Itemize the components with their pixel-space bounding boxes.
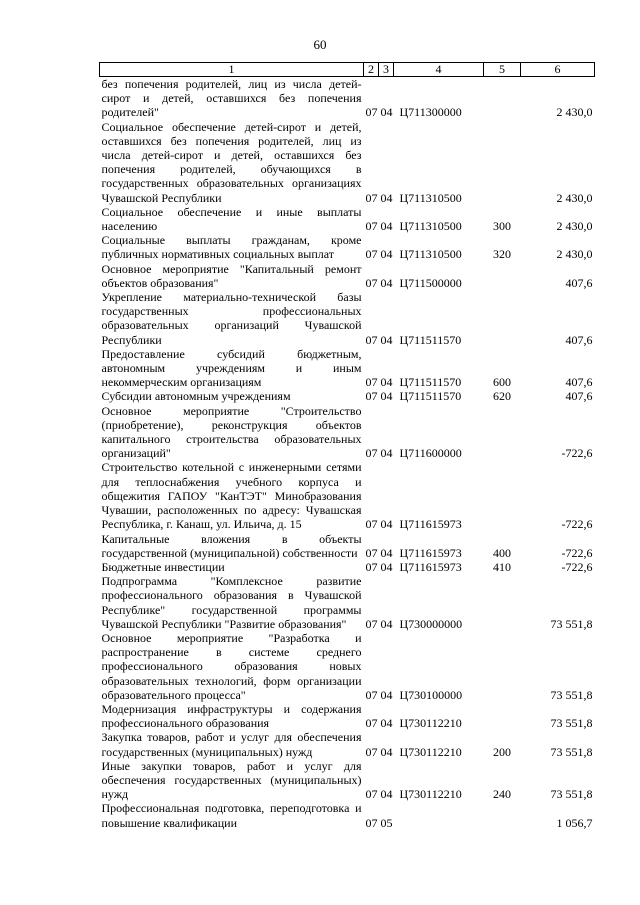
row-expense-type: 400: [493, 545, 511, 560]
row-section: 07: [365, 389, 378, 404]
row-name: Модернизация инфраструктуры и содержания профессионального образования: [101, 701, 362, 731]
row-subsection: 04: [380, 787, 393, 802]
table-row: [100, 730, 595, 758]
table-row: [100, 120, 595, 205]
row-amount: -722,6: [561, 517, 593, 532]
row-target-article: Ц711511570: [399, 375, 462, 390]
row-subsection: 04: [380, 716, 393, 731]
row-subsection: 04: [380, 105, 393, 120]
row-expense-type: [484, 702, 521, 730]
row-section: 07: [365, 815, 378, 830]
row-target-article: Ц711615973: [399, 545, 462, 560]
row-expense-type: [484, 404, 521, 461]
row-name: Социальные выплаты гражданам, кроме публичных нормативных социальных выплат: [101, 233, 362, 262]
row-amount: 73 551,8: [550, 744, 593, 759]
row-expense-type: [484, 262, 521, 290]
row-target-article: [394, 801, 484, 829]
row-name: Предоставление субсидий бюджетным, автономным учреждениям и иным некоммерческим организациям: [101, 346, 362, 390]
row-amount: 407,6: [565, 389, 593, 404]
row-name: Закупка товаров, работ и услуг для обеспечения государственных (муниципальных) нужд: [101, 730, 362, 759]
table-row: [100, 532, 595, 560]
row-section: 07: [365, 247, 378, 262]
row-name: без попечения родителей, лиц из числа детей-сирот и детей, оставшихся без попечения родителей": [101, 77, 362, 120]
table-row: [100, 347, 595, 390]
row-section: 07: [365, 446, 378, 461]
row-expense-type: 300: [493, 219, 511, 234]
row-subsection: 04: [380, 375, 393, 390]
row-subsection: 04: [380, 744, 393, 759]
row-subsection: 04: [380, 332, 393, 347]
row-target-article: Ц711310500: [399, 247, 462, 262]
row-amount: 73 551,8: [550, 716, 593, 731]
row-section: 07: [365, 219, 378, 234]
row-expense-type: 240: [493, 787, 511, 802]
row-subsection: 04: [380, 559, 393, 574]
row-subsection: 05: [380, 815, 393, 830]
row-section: 07: [365, 559, 378, 574]
row-target-article: Ц730112210: [399, 744, 462, 759]
row-target-article: Ц711511570: [399, 389, 462, 404]
row-subsection: 04: [380, 389, 393, 404]
row-name: Социальное обеспечение детей-сирот и детей, оставшихся без попечения родителей, лиц из числа детей-сирот и детей, оставшихся без попечения родителей, обучающихся в государственных образовательных организациях Чувашской Республики: [101, 119, 362, 205]
header-col-2: 2: [364, 63, 379, 77]
table-row: [100, 404, 595, 461]
header-col-6: 6: [521, 63, 595, 77]
table-row: [100, 262, 595, 290]
table-body: [100, 77, 595, 830]
table-row: [100, 702, 595, 730]
row-expense-type: 200: [493, 744, 511, 759]
row-subsection: 04: [380, 219, 393, 234]
table-header-row: [100, 63, 595, 77]
row-expense-type: 600: [493, 375, 511, 390]
row-expense-type: [484, 290, 521, 347]
row-expense-type: 320: [493, 247, 511, 262]
row-amount: -722,6: [561, 446, 593, 461]
row-name: Социальное обеспечение и иные выплаты населению: [101, 204, 362, 234]
page-number: 60: [313, 37, 327, 52]
row-target-article: Ц711500000: [399, 275, 462, 290]
row-target-article: Ц711310500: [399, 219, 462, 234]
row-amount: -722,6: [561, 559, 593, 574]
row-amount: 2 430,0: [556, 105, 593, 120]
row-name: Основное мероприятие "Строительство (приобретение), реконструкция объектов капитального строительства образовательных организаций": [101, 403, 362, 461]
row-name: Строительство котельной с инженерными сетями для теплоснабжения учебного корпуса и общежития ГАПОУ "КанТЭТ" Минобразования Чувашии, расположенных по адресу: Чувашская Республика, г. Канаш, ул. Ильича, д. 15: [101, 460, 362, 532]
row-expense-type: [484, 801, 521, 829]
row-expense-type: [484, 120, 521, 205]
row-section: 07: [365, 716, 378, 731]
row-subsection: 04: [380, 247, 393, 262]
row-name: Укрепление материально-технической базы государственных профессиональных образовательных организаций Чувашской Республики: [101, 290, 362, 347]
row-name: Подпрограмма "Комплексное развитие профессионального образования в Чувашской Республике" государственной программы Чувашской Республики "Развитие образования": [101, 574, 362, 631]
row-section: 07: [365, 375, 378, 390]
row-subsection: 04: [380, 190, 393, 205]
row-subsection: 04: [380, 687, 393, 702]
row-section: 07: [365, 275, 378, 290]
row-amount: -722,6: [561, 545, 593, 560]
row-target-article: Ц730100000: [399, 687, 463, 702]
row-amount: 407,6: [565, 332, 593, 347]
table-row: [100, 631, 595, 702]
row-target-article: Ц711600000: [399, 446, 462, 461]
row-subsection: 04: [380, 545, 393, 560]
row-target-article: Ц711615973: [399, 559, 462, 574]
row-target-article: Ц730000000: [399, 616, 463, 631]
row-expense-type: 410: [493, 559, 511, 574]
row-amount: 2 430,0: [556, 219, 593, 234]
row-amount: 2 430,0: [556, 190, 593, 205]
table-row: [100, 205, 595, 233]
row-section: 07: [365, 787, 378, 802]
row-section: 07: [365, 687, 378, 702]
row-amount: 73 551,8: [550, 687, 593, 702]
row-subsection: 04: [380, 275, 393, 290]
row-target-article: Ц711511570: [399, 332, 462, 347]
row-amount: 73 551,8: [550, 616, 593, 631]
row-expense-type: [484, 77, 521, 120]
table-row: [100, 574, 595, 631]
row-expense-type: [484, 460, 521, 531]
row-name: Бюджетные инвестиции: [101, 559, 225, 574]
row-section: 07: [365, 105, 378, 120]
header-col-4: 4: [394, 63, 484, 77]
row-amount: 1 056,7: [556, 815, 593, 830]
row-expense-type: [484, 574, 521, 631]
row-target-article: Ц730112210: [399, 787, 462, 802]
row-target-article: Ц711310500: [399, 190, 462, 205]
row-section: 07: [365, 616, 378, 631]
row-expense-type: [484, 631, 521, 702]
row-section: 07: [365, 545, 378, 560]
row-expense-type: 620: [493, 389, 511, 404]
row-target-article: Ц711615973: [399, 517, 462, 532]
header-col-5: 5: [484, 63, 521, 77]
table-row: [100, 233, 595, 261]
table-row: [100, 389, 595, 403]
row-name: Основное мероприятие "Капитальный ремонт объектов образования": [101, 261, 362, 290]
row-section: 07: [365, 517, 378, 532]
table-row: [100, 460, 595, 531]
row-amount: 407,6: [565, 375, 593, 390]
row-name: Основное мероприятие "Разработка и распространение в системе среднего профессионального образования новых образовательных технологий, форм организации образовательного процесса": [101, 630, 362, 702]
table-row: [100, 801, 595, 829]
row-section: 07: [365, 332, 378, 347]
row-target-article: Ц730112210: [399, 716, 462, 731]
row-subsection: 04: [380, 616, 393, 631]
row-name: Профессиональная подготовка, переподготовка и повышение квалификации: [101, 801, 362, 830]
row-target-article: Ц711300000: [399, 105, 462, 120]
header-col-3: 3: [379, 63, 394, 77]
row-section: 07: [365, 190, 378, 205]
table-row: [100, 77, 595, 120]
table-row: [100, 290, 595, 347]
table-row: [100, 560, 595, 574]
row-name: Иные закупки товаров, работ и услуг для обеспечения государственных (муниципальных) нужд: [101, 758, 362, 802]
row-section: 07: [365, 744, 378, 759]
row-amount: 2 430,0: [556, 247, 593, 262]
row-subsection: 04: [380, 517, 393, 532]
row-name: Субсидии автономным учреждениям: [101, 389, 291, 404]
header-col-1: 1: [100, 63, 364, 77]
budget-table: [99, 62, 595, 830]
row-amount: 407,6: [565, 275, 593, 290]
table-row: [100, 759, 595, 802]
row-amount: 73 551,8: [550, 787, 593, 802]
row-subsection: 04: [380, 446, 393, 461]
row-name: Капитальные вложения в объекты государственной (муниципальной) собственности: [101, 531, 362, 560]
